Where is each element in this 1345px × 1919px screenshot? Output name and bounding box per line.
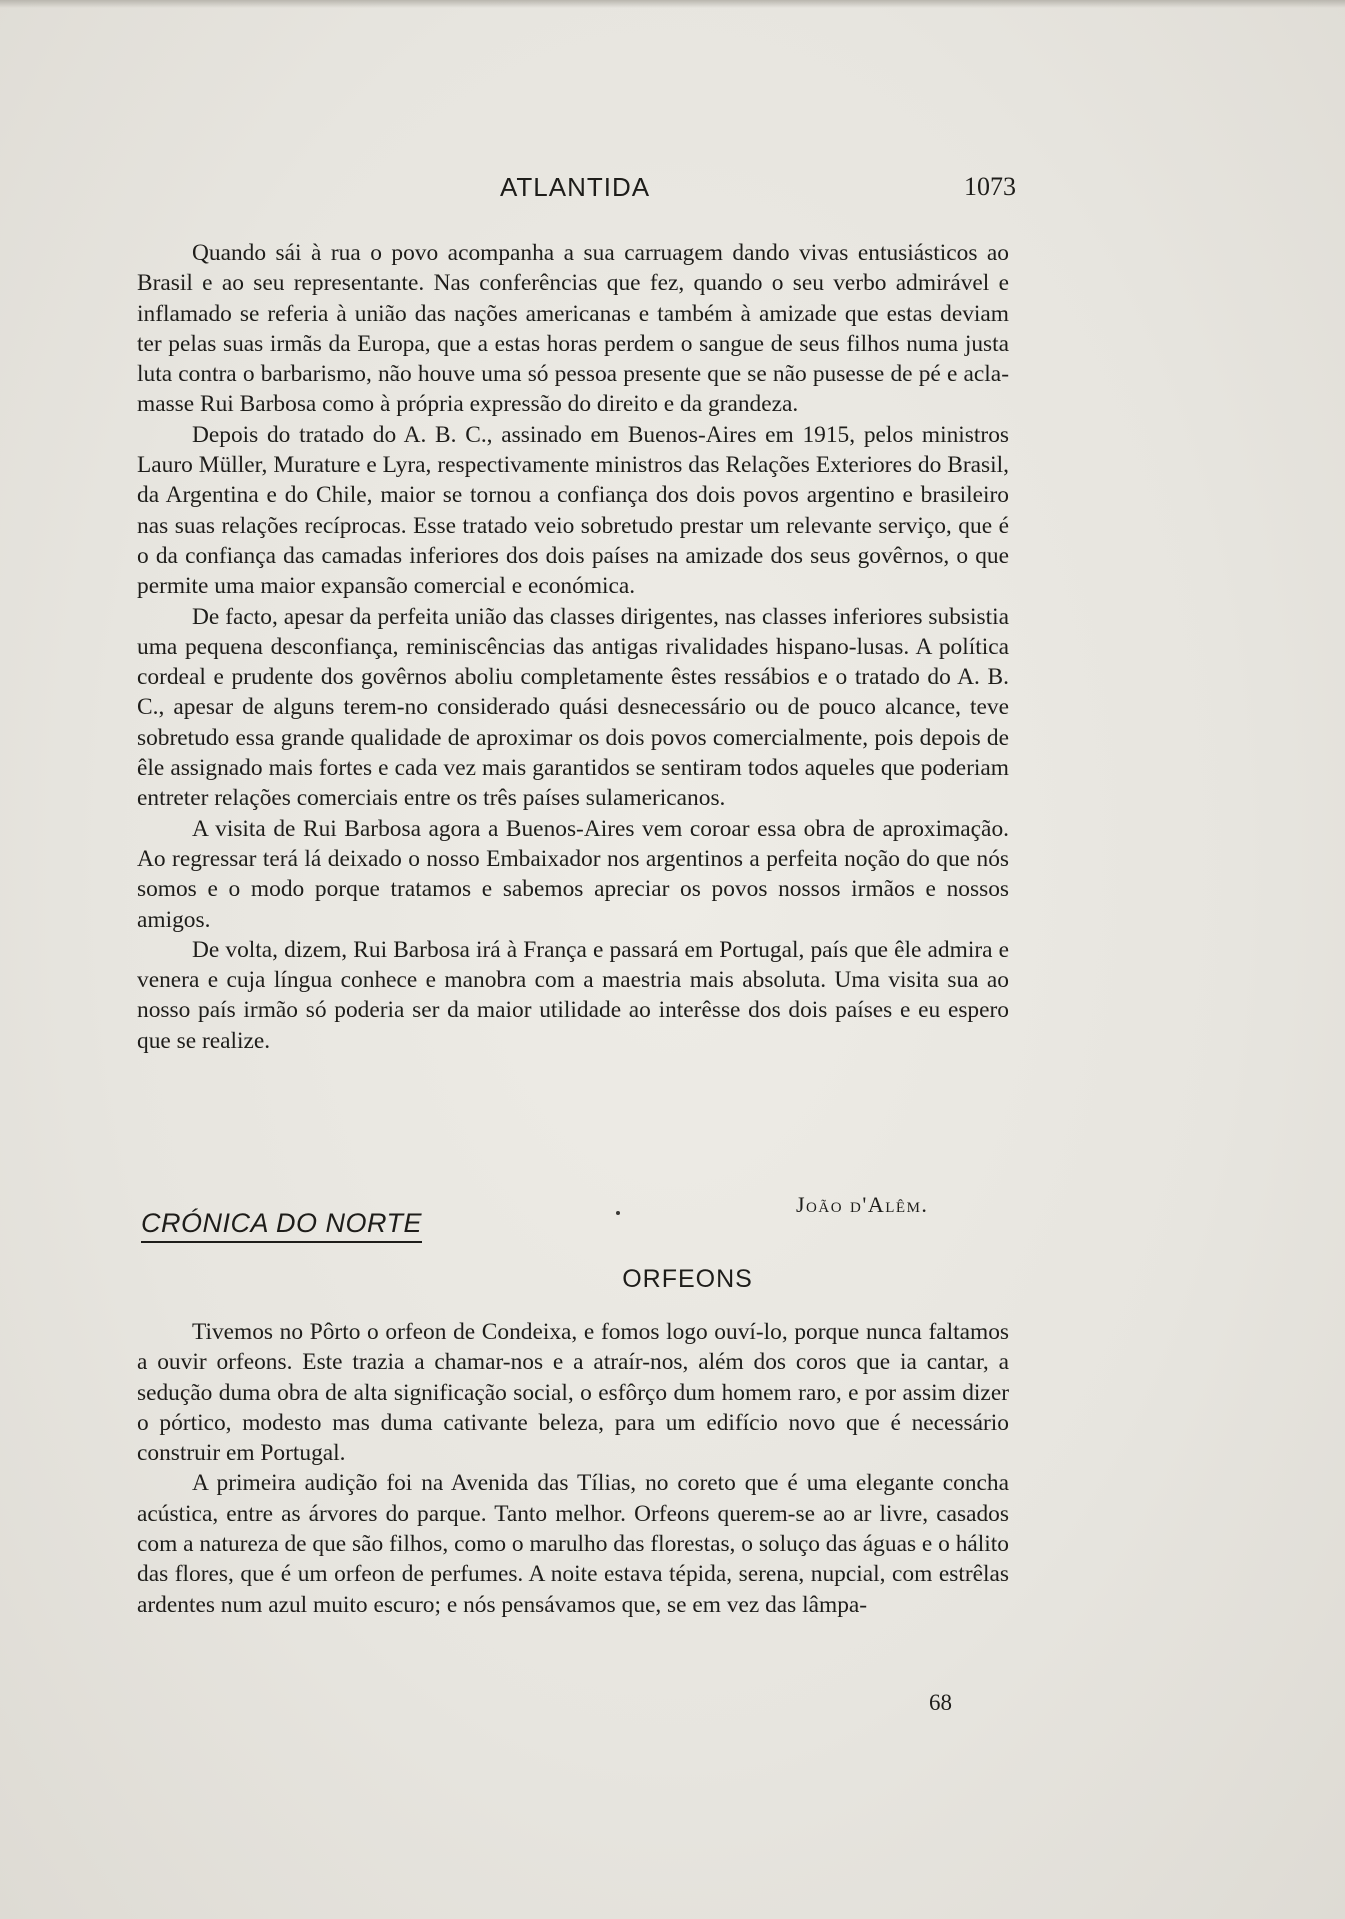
running-header [0,172,1345,212]
paragraph: De volta, dizem, Rui Barbosa irá à França e passará em Portugal, país que êle admira e venera e cuja língua conhece e manobra com a maestria mais absoluta. Uma visita sua ao nosso país irmão só poderia ser da maior utilidade ao interêsse dos dois países e eu espero que se realize. [137,936,1009,1054]
section-subtitle: ORFEONS [622,1265,753,1293]
article-text [137,1317,1009,1620]
page-number: 1073 [964,172,1016,201]
article-text [137,238,1009,1056]
paragraph: Quando sái à rua o povo acompanha a sua carruagem dando vivas entusiásticos ao Brasil e ao seu representante. Nas conferências que fez, quando o seu verbo admirável e inflamado se referia à união das nações americanas e também à amizade que estas deviam ter pelas suas irmãs da Europa, que a estas horas perdem o sangue de seus filhos numa justa luta contra o barbarismo, não houve uma só pessoa presente que se não pusesse de pé e aclamasse Rui Barbosa como à própria expressão do direito e da grandeza. [137,240,1009,418]
running-title: ATLANTIDA [500,172,651,202]
paragraph: A visita de Rui Barbosa agora a Buenos-Aires vem coroar essa obra de aproximação. Ao regressar terá lá deixado o nosso Embaixador nos argentinos a perfeita noção do que nós somos e o modo porque tratamos e sabemos apreciar os povos nossos irmãos e nossos amigos. [137,815,1009,933]
paragraph: De facto, apesar da perfeita união das classes dirigentes, nas classes inferiores subsistia uma pequena desconfiança, reminiscências das antigas rivalidades hispano-lusas. A política cordeal e prudente dos govêrnos aboliu completamente êstes ressábios e o tratado do A. B. C., apesar de alguns terem-no considerado quási desnecessário ou de pouco alcance, teve sobretudo essa grande qualidade de aproximar os dois povos comercialmente, pois depois de êle assignado mais fortes e cada vez mais garantidos se sentiram todos aqueles que poderiam entreter relações comerciais entre os três países sulamericanos. [137,603,1009,812]
paragraph: Tivemos no Pôrto o orfeon de Condeixa, e fomos logo ouví-lo, porque nunca faltamos a ouvir orfeons. Este trazia a chamar-nos e a atraír-nos, além dos coros que ia cantar, a sedução duma obra de alta significação social, o esfôrço dum homem raro, e por assim dizer o pórtico, modesto mas duma cativante beleza, para um edifício novo que é necessário construir em Portugal. [137,1319,1009,1467]
ink-dot [616,1211,620,1215]
paragraph: Depois do tratado do A. B. C., assinado em Buenos-Aires em 1915, pelos ministros Lauro Müller, Murature e Lyra, respectivamente ministros das Relações Exteriores do Brasil, da Argentina e do Chile, maior se tornou a confiança dos dois povos argentino e brasileiro nas suas relações recíprocas. Esse tratado veio sobretudo prestar um relevante serviço, que é o da confiança das camadas inferiores dos dois países na amizade dos seus govêrnos, o que permite uma maior expansão comercial e económica. [137,421,1009,600]
page-top-edge [0,0,1345,8]
author-signature: João d'Alêm. [796,1192,929,1217]
paragraph: A primeira audição foi na Avenida das Tílias, no coreto que é uma elegante concha acústica, entre as árvores do parque. Tanto melhor. Orfeons querem-se ao ar livre, casados com a natureza de que são filhos, como o marulho das florestas, o soluço das águas e o hálito das flores, que é um orfeon de perfumes. A noite estava tépida, serena, nupcial, com estrêlas ardentes num azul muito escuro; e nós pensávamos que, se em vez das lâmpa- [137,1470,1009,1618]
signature-mark: 68 [929,1690,952,1715]
section-title: CRÓNICA DO NORTE [141,1208,422,1243]
